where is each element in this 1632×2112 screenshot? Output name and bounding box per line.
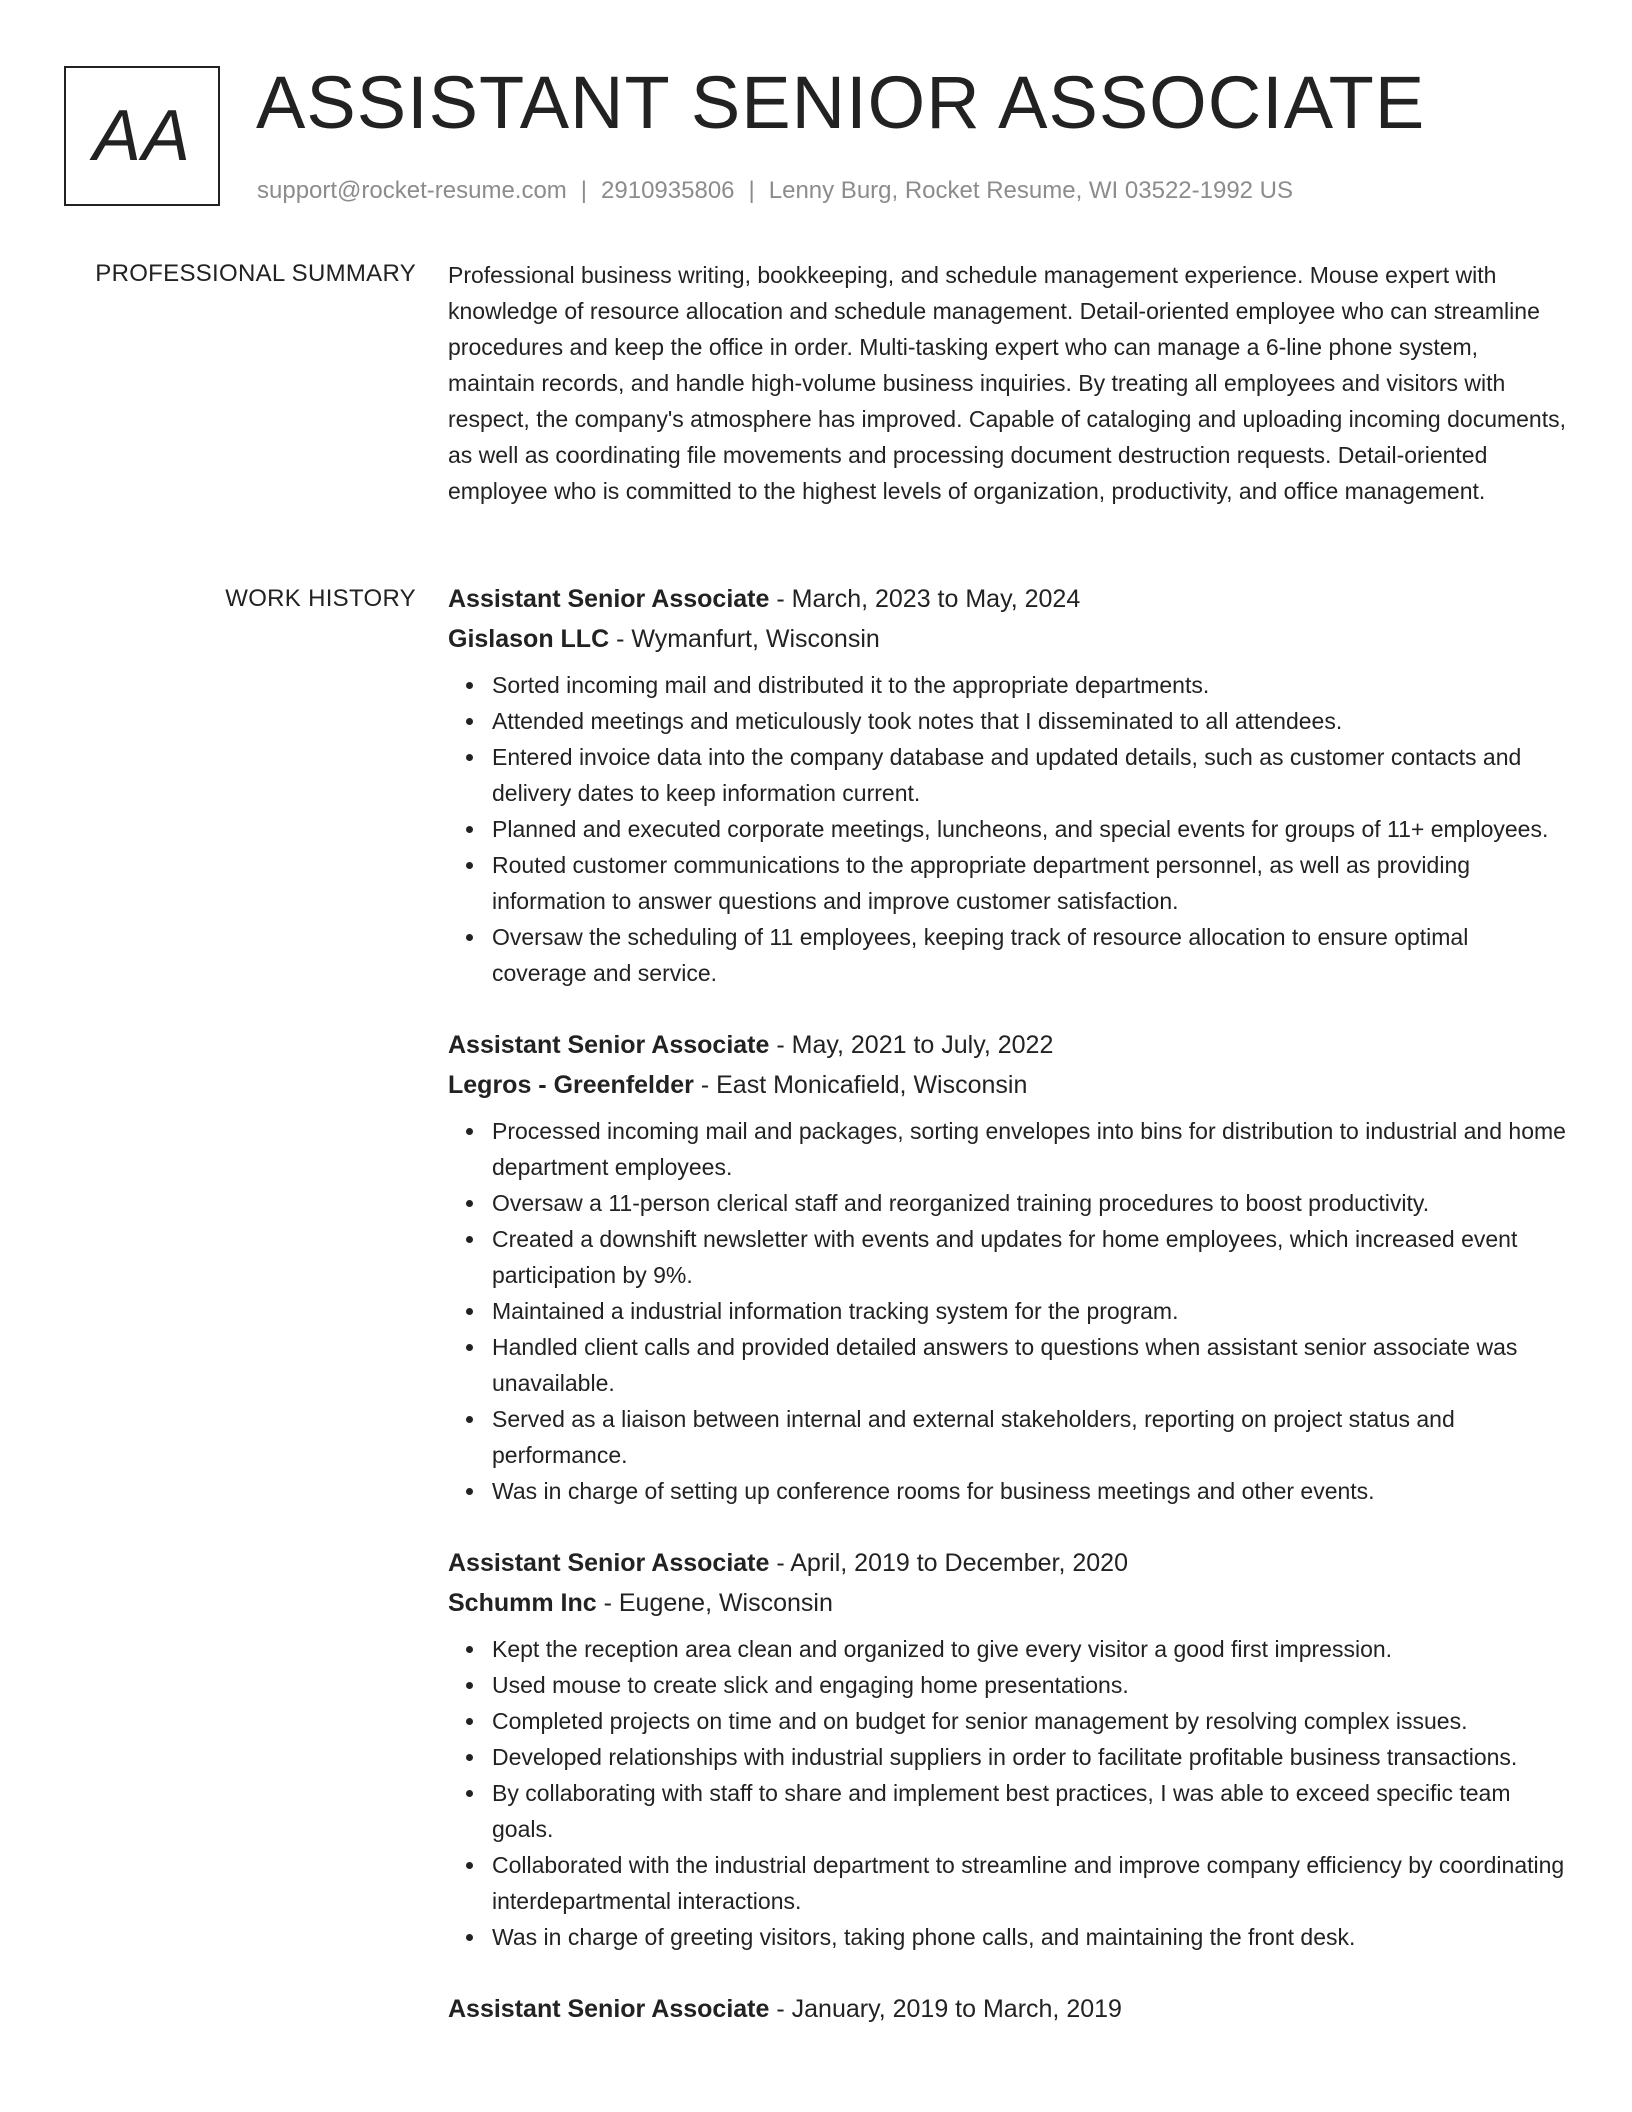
job-company-line (448, 619, 1566, 659)
job-bullet-item: Created a downshift newsletter with events and updates for home employees, which increased event participation by 9%. (492, 1221, 1566, 1293)
job-bullet-item: Oversaw the scheduling of 11 employees, keeping track of resource allocation to ensure optimal coverage and service. (492, 919, 1566, 991)
summary-section (448, 257, 1566, 509)
monogram-logo (64, 66, 220, 206)
summary-heading: PROFESSIONAL SUMMARY (95, 260, 416, 287)
contact-line (257, 176, 1293, 206)
job-dates: - May, 2021 to July, 2022 (769, 1031, 1054, 1059)
job-title-line (448, 1989, 1566, 2029)
phone-text: 2910935806 (601, 177, 735, 204)
job-location: - East Monicafield, Wisconsin (693, 1071, 1028, 1099)
job-bullet-list (448, 667, 1566, 991)
job-dates: - March, 2023 to May, 2024 (769, 585, 1081, 613)
job-bullet-item: Kept the reception area clean and organized to give every visitor a good first impression. (492, 1631, 1566, 1667)
job-bullet-item: Attended meetings and meticulously took notes that I disseminated to all attendees. (492, 703, 1566, 739)
job-entry (448, 1025, 1566, 1509)
job-bullet-list (448, 1113, 1566, 1509)
job-bullet-item: Was in charge of greeting visitors, taking phone calls, and maintaining the front desk. (492, 1919, 1566, 1955)
job-bullet-list (448, 1631, 1566, 1955)
job-company: Schumm Inc (448, 1589, 597, 1617)
job-bullet-item: Processed incoming mail and packages, sorting envelopes into bins for distribution to industrial and home department employees. (492, 1113, 1566, 1185)
summary-text: Professional business writing, bookkeeping, and schedule management experience. Mouse expert with knowledge of resource allocation and schedule management. Detail-oriented employee who can streamline procedures and keep the office in order. Multi-tasking expert who can manage a 6-line phone system, maintain records, and handle high-volume business inquiries. By treating all employees and visitors with respect, the company's atmosphere has improved. Capable of cataloging and uploading incoming documents, as well as coordinating file movements and processing document destruction requests. Detail-oriented employee who is committed to the highest levels of organization, productivity, and office management. (448, 262, 1567, 504)
job-bullet-item: Maintained a industrial information tracking system for the program. (492, 1293, 1566, 1329)
job-location: - Eugene, Wisconsin (596, 1589, 833, 1617)
job-bullet-item: Planned and executed corporate meetings, luncheons, and special events for groups of 11+ employees. (492, 811, 1566, 847)
job-company-line (448, 1583, 1566, 1623)
email-text: support@rocket-resume.com (257, 177, 567, 204)
job-entry (448, 579, 1566, 991)
job-bullet-item: Was in charge of setting up conference rooms for business meetings and other events. (492, 1473, 1566, 1509)
job-bullet-item: Completed projects on time and on budget for senior management by resolving complex issues. (492, 1703, 1566, 1739)
job-bullet-item: Sorted incoming mail and distributed it to the appropriate departments. (492, 667, 1566, 703)
job-company: Legros - Greenfelder (448, 1071, 694, 1099)
job-location: - Wymanfurt, Wisconsin (609, 625, 880, 653)
job-entry (448, 1543, 1566, 1955)
job-bullet-item: Routed customer communications to the appropriate department personnel, as well as providing information to answer questions and improve customer satisfaction. (492, 847, 1566, 919)
job-bullet-item: By collaborating with staff to share and implement best practices, I was able to exceed specific team goals. (492, 1775, 1566, 1847)
job-title-line (448, 1543, 1566, 1583)
job-bullet-item: Oversaw a 11-person clerical staff and reorganized training procedures to boost productivity. (492, 1185, 1566, 1221)
contact-separator: | (748, 177, 755, 204)
job-dates: - January, 2019 to March, 2019 (769, 1995, 1122, 2023)
job-dates: - April, 2019 to December, 2020 (769, 1549, 1128, 1577)
contact-separator: | (580, 177, 588, 204)
job-bullet-item: Developed relationships with industrial suppliers in order to facilitate profitable business transactions. (492, 1739, 1566, 1775)
job-title: Assistant Senior Associate (448, 1549, 770, 1577)
monogram-text: AA (92, 96, 192, 176)
work-history-section (448, 579, 1566, 2063)
job-title: Assistant Senior Associate (448, 1031, 770, 1059)
resume-name: ASSISTANT SENIOR ASSOCIATE (256, 61, 1426, 144)
job-bullet-item: Used mouse to create slick and engaging home presentations. (492, 1667, 1566, 1703)
job-bullet-item: Collaborated with the industrial department to streamline and improve company efficiency by coordinating interdepartmental interactions. (492, 1847, 1566, 1919)
job-bullet-item: Entered invoice data into the company database and updated details, such as customer contacts and delivery dates to keep information current. (492, 739, 1566, 811)
job-title: Assistant Senior Associate (448, 585, 770, 613)
job-bullet-item: Handled client calls and provided detailed answers to questions when assistant senior associate was unavailable. (492, 1329, 1566, 1401)
work-history-heading: WORK HISTORY (225, 585, 416, 612)
job-title: Assistant Senior Associate (448, 1995, 770, 2023)
job-company: Gislason LLC (448, 625, 610, 653)
job-bullet-item: Served as a liaison between internal and external stakeholders, reporting on project status and performance. (492, 1401, 1566, 1473)
address-text: Lenny Burg, Rocket Resume, WI 03522-1992 US (768, 177, 1294, 204)
job-title-line (448, 579, 1566, 619)
job-title-line (448, 1025, 1566, 1065)
job-entry (448, 1989, 1566, 2029)
job-company-line (448, 1065, 1566, 1105)
